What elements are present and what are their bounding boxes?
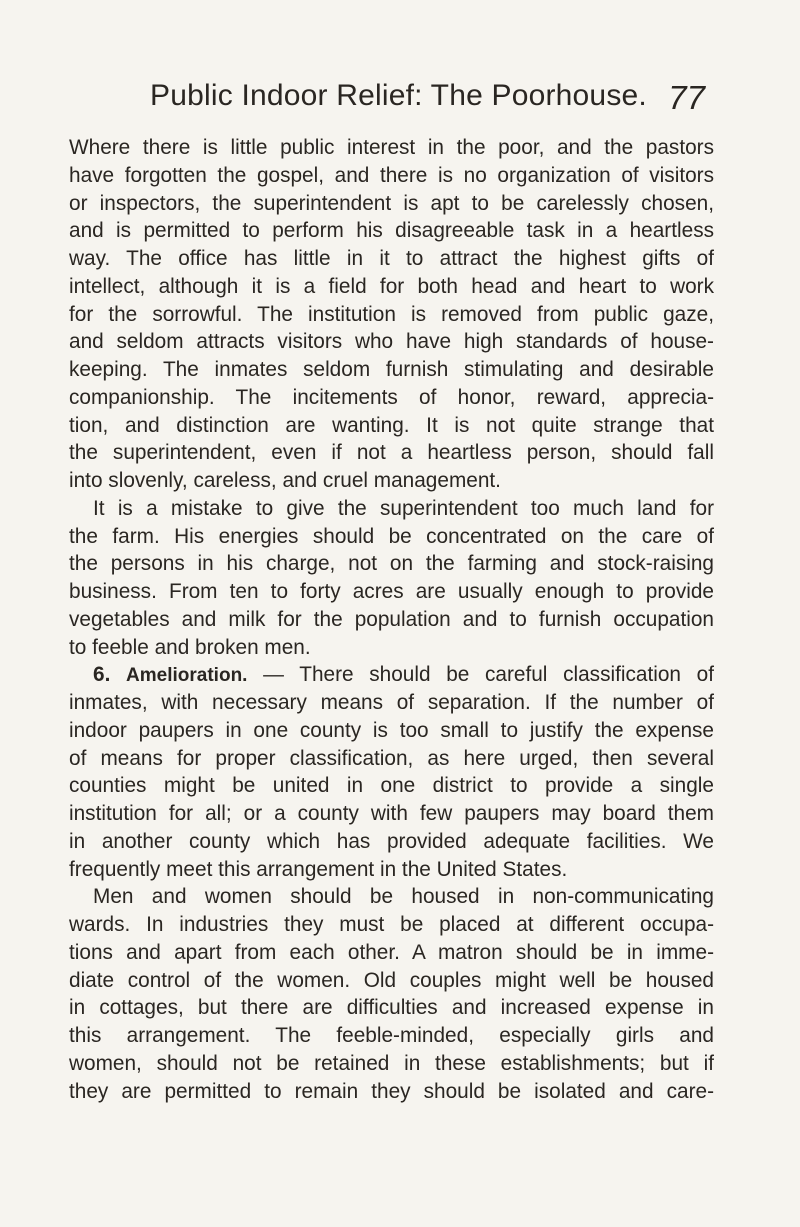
page-number: 77 <box>668 79 705 116</box>
text-line: and seldom attracts visitors who have high standards of house- <box>69 330 714 354</box>
text-line: frequently meet this arrangement in the United States. <box>69 857 568 881</box>
section-number: 6. <box>93 663 111 687</box>
text-line: keeping. The inmates seldom furnish stimulating and desirable <box>69 358 714 381</box>
text-line: they are permitted to remain they should be isolated and care- <box>69 1079 714 1103</box>
text-line: or inspectors, the superintendent is apt to be carelessly chosen, <box>69 191 714 215</box>
text-line: It is a mistake to give the superintendent too much land for <box>93 496 714 520</box>
text-line: wards. In industries they must be placed at different occupa- <box>69 913 714 936</box>
text-line: the persons in his charge, not on the farming and stock-raising <box>69 552 714 576</box>
text-line: Men and women should be housed in non-communicating <box>93 885 714 909</box>
text-line: into slovenly, careless, and cruel management. <box>69 469 501 492</box>
text-line: way. The office has little in it to attract the highest gifts of <box>69 247 714 270</box>
text-line: the superintendent, even if not a heartless person, should fall <box>69 441 714 465</box>
text-line: and is permitted to perform his disagreeable task in a heartless <box>69 219 714 243</box>
text-line: of means for proper classification, as here urged, then several <box>69 746 714 770</box>
text-line: indoor paupers in one county is too small to justify the expense <box>69 718 714 742</box>
text-line: have forgotten the gospel, and there is no organization of visitors <box>69 163 714 187</box>
section-heading-line <box>69 661 714 689</box>
text-line: this arrangement. The feeble-minded, especially girls and <box>69 1024 714 1047</box>
body-text <box>69 134 714 1105</box>
text-line: for the sorrowful. The institution is removed from public gaze, <box>69 302 714 326</box>
section-heading: Amelioration. <box>126 665 248 687</box>
section-dash: — <box>247 663 300 687</box>
text-line: vegetables and milk for the population and to furnish occupation <box>69 607 714 631</box>
text-line: inmates, with necessary means of separation. If the number of <box>69 691 714 714</box>
text-line: intellect, although it is a field for both head and heart to work <box>69 274 714 298</box>
text-line: to feeble and broken men. <box>69 635 311 659</box>
section-text: There should be careful classification of <box>299 663 714 687</box>
text-line: the farm. His energies should be concentrated on the care of <box>69 524 714 548</box>
text-line: diate control of the women. Old couples might well be housed <box>69 968 714 992</box>
text-line: Where there is little public interest in the poor, and the pastors <box>69 136 714 159</box>
text-line: women, should not be retained in these establishments; but if <box>69 1051 714 1075</box>
page-title: Public Indoor Relief: The Poorhouse. <box>150 79 647 112</box>
text-line: business. From ten to forty acres are usually enough to provide <box>69 580 714 603</box>
text-line: counties might be united in one district to provide a single <box>69 774 714 798</box>
text-line: tion, and distinction are wanting. It is not quite strange that <box>69 413 714 437</box>
text-line: in another county which has provided adequate facilities. We <box>69 829 714 853</box>
text-line: companionship. The incitements of honor, reward, apprecia- <box>69 385 714 409</box>
running-head <box>150 78 705 118</box>
text-line: tions and apart from each other. A matron should be in imme- <box>69 940 714 964</box>
text-line: in cottages, but there are difficulties and increased expense in <box>69 996 714 1020</box>
text-line: institution for all; or a county with few paupers may board them <box>69 802 714 825</box>
